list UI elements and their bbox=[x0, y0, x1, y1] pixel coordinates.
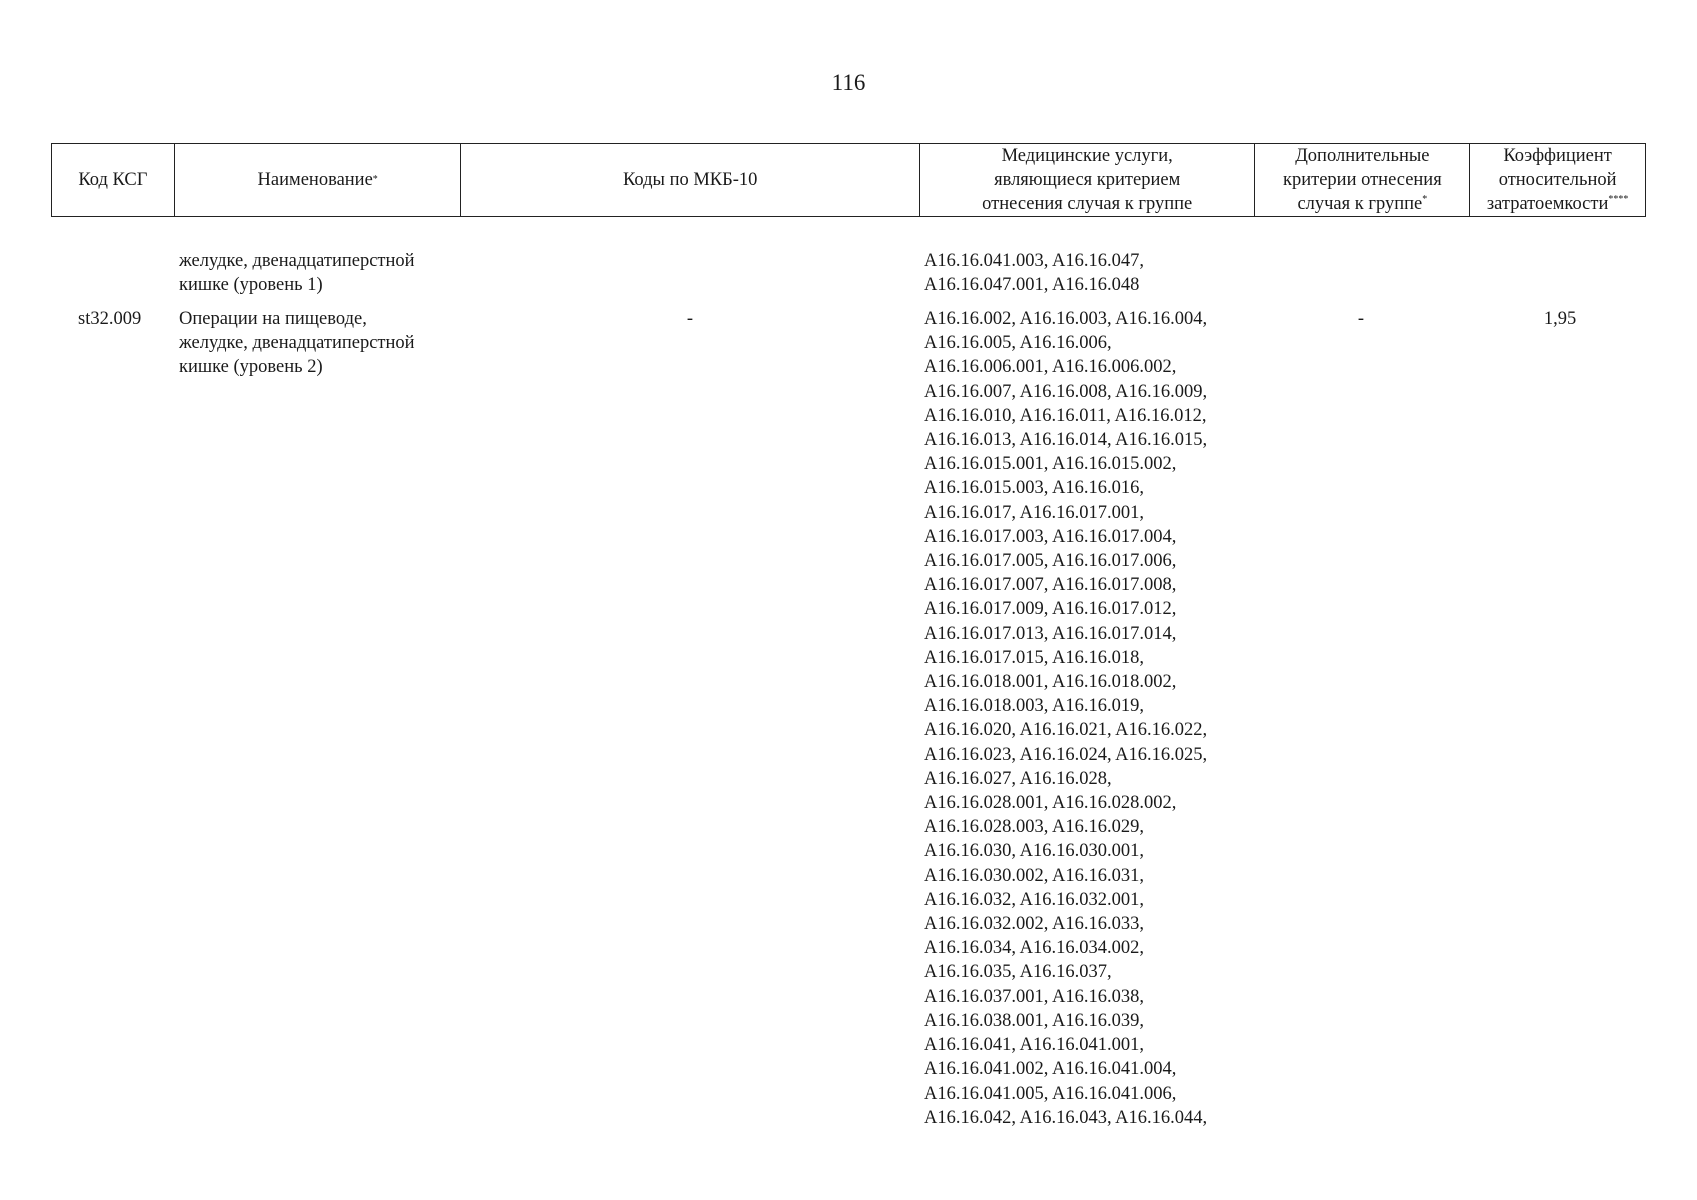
row-services-line: A16.16.010, A16.16.011, A16.16.012, bbox=[924, 405, 1207, 426]
row-services-line: A16.16.015.001, A16.16.015.002, bbox=[924, 454, 1177, 475]
header-coef-line bbox=[1487, 192, 1629, 216]
row-services-line: A16.16.017.005, A16.16.017.006, bbox=[924, 551, 1177, 572]
header-coef-line: Коэффициент bbox=[1503, 146, 1612, 166]
continuation-services-line: A16.16.047.001, A16.16.048 bbox=[924, 275, 1140, 296]
row-services-line: A16.16.017.007, A16.16.017.008, bbox=[924, 575, 1177, 596]
row-services-line: A16.16.032, A16.16.032.001, bbox=[924, 889, 1144, 910]
header-extra-criteria bbox=[1255, 144, 1470, 216]
row-services-line: A16.16.017.015, A16.16.018, bbox=[924, 647, 1144, 668]
row-services-line: A16.16.035, A16.16.037, bbox=[924, 962, 1112, 983]
header-code bbox=[52, 144, 175, 216]
row-name-line: желудке, двенадцатиперстной bbox=[179, 333, 415, 354]
row-services-line: A16.16.041.005, A16.16.041.006, bbox=[924, 1083, 1177, 1104]
header-services bbox=[920, 144, 1256, 216]
row-services-line: A16.16.041.002, A16.16.041.004, bbox=[924, 1059, 1177, 1080]
header-name-label: Наименование bbox=[257, 170, 373, 190]
row-services-line: A16.16.027, A16.16.028, bbox=[924, 768, 1112, 789]
row-code: st32.009 bbox=[78, 309, 142, 329]
row-services-line: A16.16.030.002, A16.16.031, bbox=[924, 865, 1144, 886]
row-services-line: A16.16.030, A16.16.030.001, bbox=[924, 841, 1144, 862]
continuation-services-line: A16.16.041.003, A16.16.047, bbox=[924, 251, 1144, 271]
row-name-line: кишке (уровень 2) bbox=[179, 357, 323, 378]
header-extra-line-text: случая к группе bbox=[1297, 194, 1423, 214]
row-services-line: A16.16.032.002, A16.16.033, bbox=[924, 914, 1144, 935]
row-mkb: - bbox=[686, 309, 694, 329]
row-services-line: A16.16.020, A16.16.021, A16.16.022, bbox=[924, 720, 1208, 741]
row-services-line: A16.16.007, A16.16.008, A16.16.009, bbox=[924, 381, 1208, 402]
row-services-line: A16.16.037.001, A16.16.038, bbox=[924, 986, 1144, 1007]
row-services-line: A16.16.017.009, A16.16.017.012, bbox=[924, 599, 1177, 620]
header-coef-footnote-mark: **** bbox=[1608, 193, 1629, 205]
continuation-name-line: желудке, двенадцатиперстной bbox=[179, 251, 415, 271]
row-services-line: A16.16.017.003, A16.16.017.004, bbox=[924, 526, 1177, 547]
row-services-line: A16.16.018.003, A16.16.019, bbox=[924, 696, 1144, 717]
row-services-line: A16.16.034, A16.16.034.002, bbox=[924, 938, 1144, 959]
row-services bbox=[924, 307, 1207, 1130]
header-mkb-label: Коды по МКБ-10 bbox=[622, 170, 758, 190]
header-services-line: являющиеся критерием bbox=[994, 170, 1181, 190]
header-extra-line: Дополнительные bbox=[1295, 146, 1430, 166]
header-coefficient bbox=[1470, 144, 1645, 216]
table-header bbox=[51, 143, 1646, 217]
header-code-label: Код КСГ bbox=[78, 170, 148, 190]
row-services-line: A16.16.006.001, A16.16.006.002, bbox=[924, 357, 1177, 378]
row-services-line: A16.16.038.001, A16.16.039, bbox=[924, 1010, 1144, 1031]
continuation-name bbox=[179, 249, 415, 297]
row-name-line: Операции на пищеводе, bbox=[179, 309, 367, 329]
row-services-line: A16.16.013, A16.16.014, A16.16.015, bbox=[924, 430, 1208, 451]
header-name: Наименование * bbox=[175, 144, 462, 216]
row-extra-criteria: - bbox=[1357, 309, 1365, 329]
header-services-line: Медицинские услуги, bbox=[1001, 146, 1173, 166]
row-services-line: A16.16.028.003, A16.16.029, bbox=[924, 817, 1144, 838]
header-extra-footnote-mark: * bbox=[1422, 193, 1428, 205]
header-extra-line: критерии отнесения bbox=[1282, 170, 1442, 190]
row-services-line: A16.16.015.003, A16.16.016, bbox=[924, 478, 1144, 499]
continuation-name-line: кишке (уровень 1) bbox=[179, 275, 323, 296]
header-mkb bbox=[461, 144, 919, 216]
row-coefficient: 1,95 bbox=[1543, 309, 1577, 329]
row-services-line: A16.16.028.001, A16.16.028.002, bbox=[924, 793, 1177, 814]
header-coef-line: относительной bbox=[1498, 170, 1617, 190]
continuation-services bbox=[924, 249, 1144, 297]
header-services-line: отнесения случая к группе bbox=[982, 194, 1193, 214]
row-services-line: A16.16.017, A16.16.017.001, bbox=[924, 502, 1144, 523]
header-coef-line-text: затратоемкости bbox=[1486, 194, 1609, 214]
header-extra-line bbox=[1283, 192, 1442, 216]
row-services-line: A16.16.023, A16.16.024, A16.16.025, bbox=[924, 744, 1208, 765]
row-services-line: A16.16.042, A16.16.043, A16.16.044, bbox=[924, 1107, 1208, 1128]
row-services-line: A16.16.002, A16.16.003, A16.16.004, bbox=[924, 309, 1208, 329]
row-name bbox=[179, 307, 415, 380]
row-services-line: A16.16.041, A16.16.041.001, bbox=[924, 1035, 1144, 1056]
page-number: 116 bbox=[831, 70, 866, 95]
row-services-line: A16.16.018.001, A16.16.018.002, bbox=[924, 672, 1177, 693]
row-services-line: A16.16.005, A16.16.006, bbox=[924, 333, 1112, 354]
row-services-line: A16.16.017.013, A16.16.017.014, bbox=[924, 623, 1177, 644]
